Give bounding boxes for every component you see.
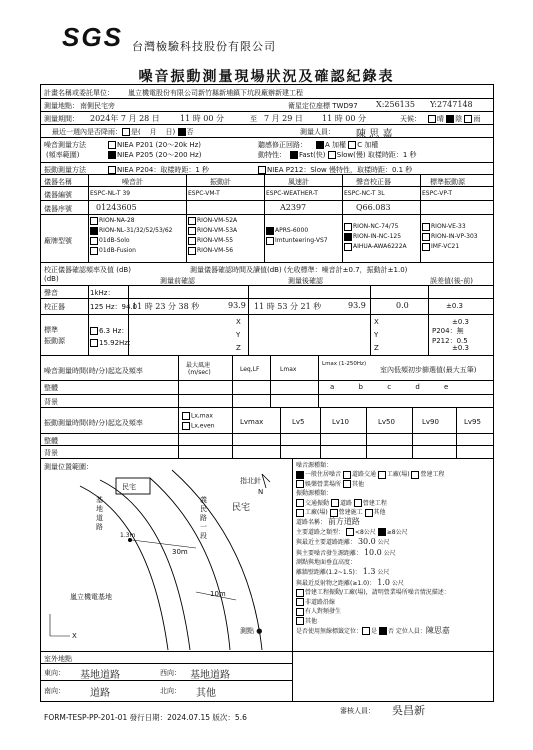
form-footer: FORM-TESP-PP-201-01 發行日期：2024.07.15 版次：5.6 [44, 713, 247, 722]
rain-month-label: 月 [149, 128, 157, 136]
model-vm52a: RION-VM-52A [197, 217, 238, 224]
site-label: 測量地點： [44, 102, 79, 110]
axis-z-2: Z [374, 344, 379, 352]
vib-opt2: Lx,even [182, 422, 215, 430]
model-rion-nl: RION-NL-31/32/52/53/62 [99, 227, 173, 234]
inst-serial-4: Q66.083 [356, 203, 391, 212]
form-title: 噪音振動測量現場狀況及確認紀錄表 [138, 69, 395, 85]
inst-id-4: ESPC-NC-T 3L [344, 190, 385, 197]
inst-id-1: ESPC-NL-T 39 [90, 190, 131, 197]
sgs-logo: SGS [62, 22, 123, 52]
vib-col-lv10: Lv10 [332, 418, 349, 426]
period-to: 至 [250, 115, 257, 123]
inst-header-0: 儀器名稱 [44, 178, 72, 186]
coord-label: 衛星定位座標 TWD97 [288, 102, 358, 110]
sound-label: 聲音 [44, 289, 58, 297]
model-vm53a: RION-VM-53A [197, 227, 238, 234]
p212-val: P212：0.5 [432, 337, 468, 345]
rain-yes-label: 是( [131, 128, 141, 136]
noise-col-leq: Leq,LF [240, 366, 260, 373]
noise-letters: a b c d e [330, 383, 449, 391]
calib-confirm: 測量儀器確認時間及讀值(dB) (允收標準：噪音計±0.7，振動計±1.0) [190, 266, 408, 274]
weather-sunny-label: 晴 [437, 115, 444, 123]
vib-row-total: 整體 [44, 437, 58, 445]
map-point: 1.3m [120, 532, 136, 539]
model-nc74: RION-NC-74/75 [353, 223, 399, 230]
tol-z: ±0.3 [452, 344, 469, 352]
person-signature: 陳 思 嘉 [356, 129, 393, 140]
noise-time-label: 噪音測量時間(時/分)起迄及頻率 [44, 367, 143, 375]
p205-label: NIEA P205 (20～200 Hz) [117, 151, 202, 159]
vib-opt1: Lx,max [182, 412, 213, 420]
north-value: 其他 [196, 688, 216, 699]
model-01db-solo: 01dB-Solo [99, 237, 130, 244]
inst-id-5: ESPC-VP-T [422, 190, 453, 197]
error-value: 0.0 [396, 301, 409, 310]
std-label: 標準 [44, 326, 58, 334]
model-01db-fusion: 01dB-Fusion [99, 247, 136, 254]
inst-serial-label: 儀器序號 [44, 205, 72, 213]
noise-col-lmax-lf: Lmax (1-250Hz) [322, 361, 367, 367]
vib-col-lv50: Lv50 [378, 418, 395, 426]
f1-label: 6.3 Hz： [99, 327, 129, 335]
noise-method-label: 噪音測量方法 [44, 141, 86, 149]
person-label: 測量人員： [300, 128, 335, 136]
west-value: 基地道路 [190, 670, 230, 681]
inst-header-1: 噪音計 [122, 178, 143, 186]
src-title: 噪音源種類： [296, 462, 333, 469]
south-label: 南向： [44, 687, 65, 695]
post-value: 93.9 [348, 301, 366, 310]
model-vm56: RION-VM-56 [197, 247, 234, 254]
coord-y: Y:2747148 [430, 100, 473, 109]
noise-status: 室內低頻初步篩選值(最大五筆) [380, 366, 477, 374]
south-value: 道路 [90, 688, 110, 699]
east-label: 東向： [44, 669, 65, 677]
west-label: 西向： [160, 669, 181, 677]
inst-id-2: ESPC-VM-T [188, 190, 220, 197]
calib-col-pre: 測量前確認 [160, 277, 195, 285]
map-legend: 測點 ● [240, 627, 263, 635]
inst-header-2: 振動計 [210, 178, 231, 186]
calib-unit: (dB) [44, 275, 59, 283]
fast-label: Fast(快) [299, 151, 326, 159]
weather-label: 天候： [400, 115, 421, 123]
vib-method-label: 振動測量方法 [44, 166, 86, 174]
dynamic-label: 動特性： [258, 151, 286, 159]
p201-label: NIEA P201 (20～20k Hz) [117, 141, 202, 149]
sources-panel: 噪音源種類： 一般住居噪音 道路交通 工廠(場) 營建工程 娛樂營業場所 其他 振動源種類： 交通振動 道路 營建工程 工廠(場) 營建施工 其他 道路名稱： 前方道路 主要道路之類型： <8公尺 ≥8公尺 與最近主要道路距離： 30.0 公尺 與主要噪音發生源距離： 10.0 公尺 測點與地面垂直高度： 離牆壁距離(1.2~1.5)： 1.3 公尺 與最近反射物之距離(≥1.0)： 1.0 公尺 營建工程振動/工廠(場)，請明營業場所噪音情況描述： 非道路沿線 有人對頻發生 其他 是否使用無線標籤定位： 是 否 定位人員：陳思嘉 [296, 462, 450, 635]
map-road1: 基地道路 [96, 496, 103, 531]
slow-label: Slow(慢) [336, 151, 366, 159]
east-value: 基地道路 [80, 670, 120, 681]
company-name: 台灣檢驗科技股份有限公司 [132, 40, 276, 53]
post-time: 11 時 53 分 21 秒 [254, 302, 322, 311]
vib-time-label: 振動測量時間(時/分)起迄及頻率 [44, 419, 143, 427]
inst-header-5: 標準振動源 [430, 178, 465, 186]
calib-col-post: 測量後確認 [288, 277, 323, 285]
model-awa6222a: AIHUA-AWA6222A [353, 243, 407, 250]
map-house: 民宅 [122, 483, 136, 491]
inst-serial-3: A2397 [280, 203, 307, 212]
p204-val: P204：無 [432, 327, 464, 335]
inst-id-label: 儀器編號 [44, 191, 72, 199]
period-start-time: 11 時 00 分 [180, 114, 224, 123]
axis-x-2: X [374, 318, 379, 326]
rain-label: 最近一週內是否降雨： [52, 128, 122, 136]
src-label: 振動源 [44, 337, 65, 345]
noise-row-total: 整體 [44, 384, 58, 392]
model-nc125: RION-IN-NC-125 [353, 233, 402, 240]
pre-value: 93.9 [228, 301, 246, 310]
reviewer-label: 審核人員： [340, 707, 375, 715]
model-rion-na28: RION-NA-28 [99, 217, 135, 224]
inst-id-3: ESPC-WEATHER-T [266, 190, 318, 197]
wind-label: 最大風速 [186, 362, 211, 369]
calibrator-label: 校正器 [44, 303, 65, 311]
north-arrow: N [258, 488, 264, 496]
wind-unit: (m/sec) [188, 369, 211, 376]
p204-label: NIEA P204：取樣時距：1 秒 [117, 166, 209, 174]
model-aprs6000: APRS-6000 [275, 227, 309, 234]
vib-row-bg: 背景 [44, 449, 58, 457]
reviewer-signature: 吳昌新 [392, 704, 425, 717]
map-house2: 民宅 [232, 503, 251, 513]
noise-range-label: (頻率範圍) [46, 151, 80, 159]
f2-label: 15.92Hz： [99, 339, 135, 347]
map-site: 嵐立機電基地 [70, 593, 112, 601]
period-label: 測量期間： [44, 115, 79, 123]
noise-row-bg: 背景 [44, 398, 58, 406]
vib-col-lvmax: Lvmax [240, 418, 264, 426]
inst-serial-1: 01243605 [96, 203, 137, 212]
vib-col-lv5: Lv5 [292, 418, 305, 426]
freq1: 1kHz： [90, 289, 115, 297]
model-vc21: IMF-VC21 [431, 243, 460, 250]
inst-model-label: 廠牌型號 [44, 237, 72, 245]
interval-label: 取樣時距：1 秒 [367, 151, 417, 159]
weighting-label: 聽感修正回路： [258, 141, 307, 149]
tol-x: ±0.3 [452, 318, 469, 326]
map-road2: 義民路一段 [200, 496, 207, 540]
axis-x: X [236, 318, 241, 326]
weather-cloudy-label: 陰 [455, 115, 463, 123]
map-dist1: 30m [172, 548, 188, 556]
freq2: 125 Hz：94.0 [90, 303, 138, 311]
model-ve33: RION-VE-33 [431, 223, 466, 230]
plan-label: 計畫名稱或委託單位： [44, 89, 114, 97]
axis-z: Z [236, 344, 241, 352]
map-label: 測量位置範圍： [44, 463, 93, 471]
period-start-date: 2024年 7 月 28 日 [90, 114, 160, 123]
map-dist2: 10m [210, 590, 226, 598]
a-weight-label: A 加權 [325, 141, 347, 149]
period-end-time: 11 時 00 分 [322, 114, 366, 123]
noise-col-lmax: Lmax [280, 366, 297, 373]
site-value: 南側民宅旁 [80, 102, 115, 110]
tolerance: ±0.3 [446, 302, 463, 310]
vib-col-lv95: Lv95 [464, 418, 481, 426]
room-label: 室外地點 [44, 655, 72, 663]
calib-col-err: 誤差值(後-前) [430, 277, 473, 285]
model-vm55: RION-VM-55 [197, 237, 234, 244]
model-vp303: RION-IN-VP-303 [431, 233, 478, 240]
vib-col-lv90: Lv90 [422, 418, 439, 426]
north-dir-label: 北向： [160, 687, 181, 695]
rain-day-label: 日) [165, 128, 176, 136]
plan-value: 嵐立機電股份有限公司新竹縣新埔鎮下坑段廠辦新建工程 [128, 89, 303, 97]
inst-header-3: 風速計 [288, 178, 309, 186]
model-vs7: Imtunteering-VS7 [275, 237, 328, 244]
period-end-date: 7 月 29 日 [264, 114, 303, 123]
weather-rain-label: 雨 [473, 115, 481, 123]
pre-time: 11 時 23 分 38 秒 [132, 302, 200, 311]
c-weight-label: C 加權 [357, 141, 379, 149]
inst-header-4: 聲音校正器 [356, 178, 391, 186]
map-x: X [72, 632, 77, 640]
rain-no-label: 否 [186, 128, 194, 136]
coord-x: X:256135 [376, 100, 415, 109]
axis-y-2: Y [374, 331, 379, 339]
north-label: 指北針 [240, 477, 261, 485]
p212-label: NIEA P212：Slow 慢特性，取樣時距：0.1 秒 [267, 166, 413, 174]
calib-title: 校正儀器確認頻率及值 (dB) [44, 266, 131, 274]
axis-y: Y [236, 331, 241, 339]
